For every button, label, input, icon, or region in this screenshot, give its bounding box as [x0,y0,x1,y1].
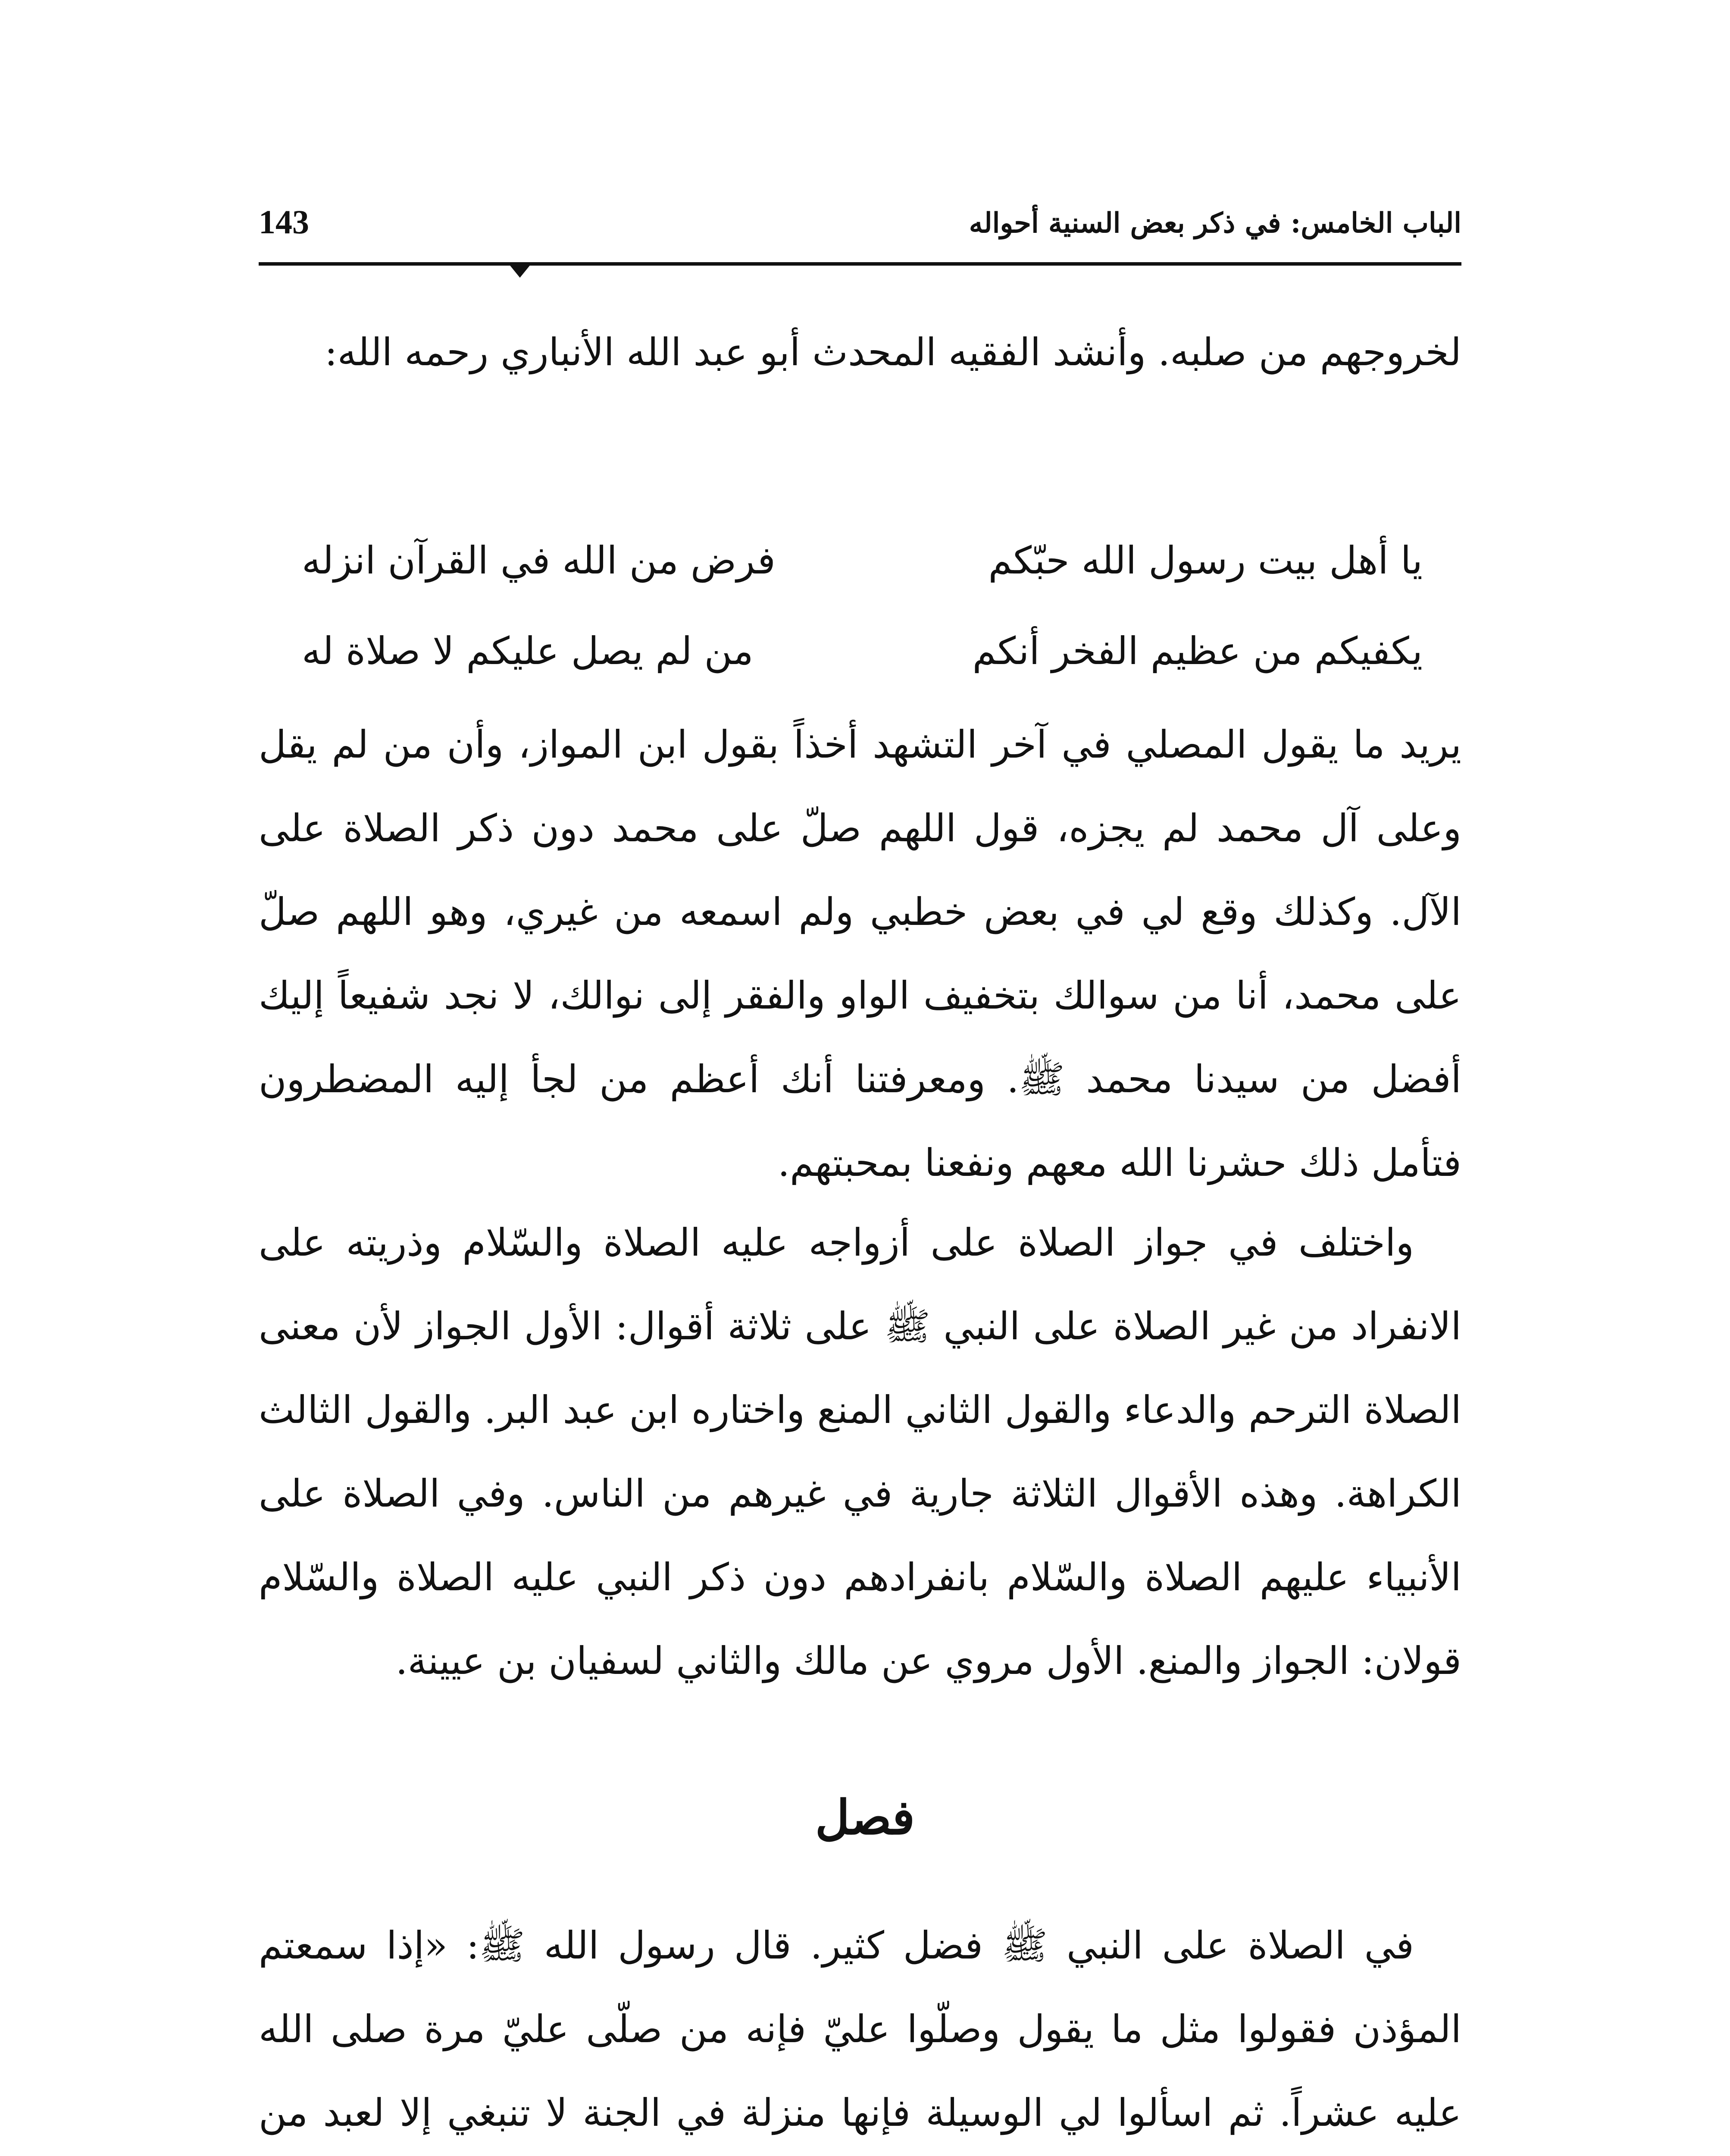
verse-first-hemistich: يا أهل بيت رسول الله حبّكم [988,538,1423,583]
paragraph-intro [259,310,1461,394]
verse-first-hemistich: يكفيكم من عظيم الفخر أنكم [972,629,1423,673]
verse-second-hemistich: من لم يصل عليكم لا صلاة له [302,629,754,673]
chapter-title: الباب الخامس: في ذكر بعض السنية أحواله [969,207,1461,239]
poem [302,515,1423,696]
paragraph-text: واختلف في جواز الصلاة على أزواجه عليه الصلاة والسّلام وذريته على الانفراد من غير الصلاة على النبي ﷺ على ثلاثة أقوال: الأول الجواز لأن معنى الصلاة الترحم والدعاء والقول الثاني المنع واختاره ابن عبد البر. والقول الثالث الكراهة. وهذه الأقوال الثلاثة جارية في غيرهم من الناس. وفي الصلاة على الأنبياء عليهم الصلاة والسّلام بانفرادهم دون ذكر النبي عليه الصلاة والسّلام قولان: الجواز والمنع. الأول مروي عن مالك والثاني لسفيان بن عيينة. [259,1220,1461,1683]
section-heading: فصل [815,1789,915,1845]
poem-verse [302,515,1423,606]
paragraph-virtue [259,1904,1461,2156]
paragraph-text: لخروجهم من صلبه. وأنشد الفقيه المحدث أبو عبد الله الأنباري رحمه الله: [325,330,1461,374]
paragraph-tashahhud [259,703,1461,1205]
running-header [259,203,1461,259]
paragraph-text: يريد ما يقول المصلي في آخر التشهد أخذاً بقول ابن المواز، وأن من لم يقل وعلى آل محمد لم يجزه، قول اللهم صلّ على محمد دون ذكر الصلاة على الآل. وكذلك وقع لي في بعض خطبي ولم اسمعه من غيري، وهو اللهم صلّ على محمد، أنا من سوالك بتخفيف الواو والفقر إلى نوالك، لا نجد شفيعاً إليك أفضل من سيدنا محمد ﷺ. ومعرفتنا أنك أعظم من لجأ إليه المضطرون فتأمل ذلك حشرنا الله معهم ونفعنا بمحبتهم. [259,722,1461,1185]
poem-verse [302,606,1423,696]
header-rule [259,262,1461,266]
paragraph-disagreement [259,1201,1461,1703]
page-number: 143 [259,203,309,241]
header-rule-ornament [509,264,531,278]
verse-second-hemistich: فرض من الله في القرآن انزله [302,538,776,583]
paragraph-text: في الصلاة على النبي ﷺ فضل كثير. قال رسول الله ﷺ: «إذا سمعتم المؤذن فقولوا مثل ما يقول وصلّوا عليّ فإنه من صلّى عليّ مرة صلى الله عليه عشراً. ثم اسألوا لي الوسيلة فإنها منزلة في الجنة لا تنبغي إلا لعبد من [259,1923,1461,2135]
